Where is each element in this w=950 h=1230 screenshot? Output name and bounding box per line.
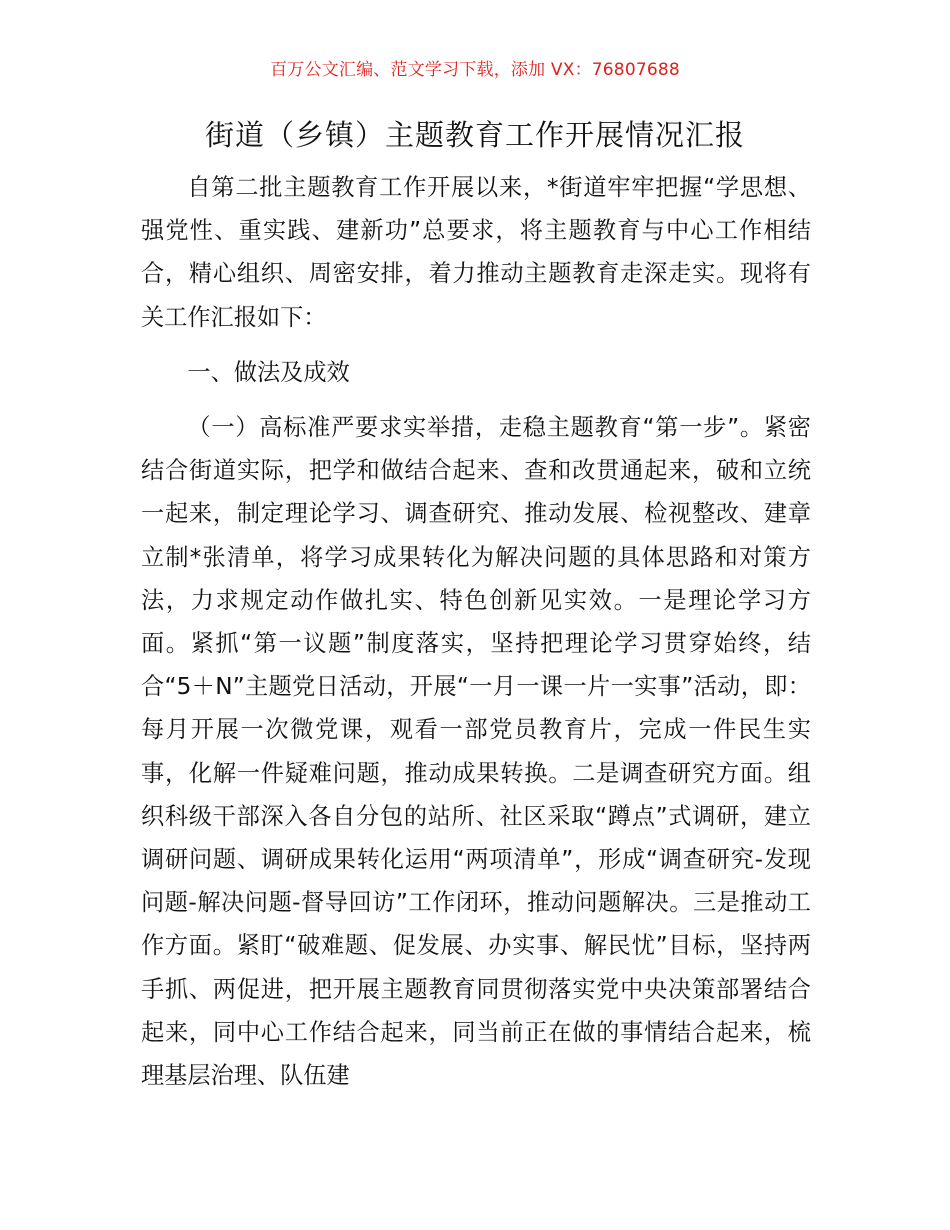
subsection-paragraph: （一）高标准严要求实举措，走稳主题教育“第一步”。紧密结合街道实际，把学和做结合起来、查和改贯通起来，破和立统一起来，制定理论学习、调查研究、推动发展、检视整改、建章立制*张清单，将学习成果转化为解决问题的具体思路和对策方法，力求规定动作做扎实、特色创新见实效。一是理论学习方面。紧抓“第一议题”制度落实，坚持把理论学习贯穿始终，结合“5＋N”主题党日活动，开展“一月一课一片一实事”活动，即：每月开展一次微党课，观看一部党员教育片，完成一件民生实事，化解一件疑难问题，推动成果转换。二是调查研究方面。组织科级干部深入各自分包的站所、社区采取“蹲点”式调研，建立调研问题、调研成果转化运用“两项清单”，形成“调查研究-发现问题-解决问题-督导回访”工作闭环，推动问题解决。三是推动工作方面。紧盯“破难题、促发展、办实事、解民忧”目标，坚持两手抓、两促进，把开展主题教育同贯彻落实党中央决策部署结合起来，同中心工作结合起来，同当前正在做的事情结合起来，梳理基层治理、队伍建 — [141, 414, 811, 1090]
document-body — [141, 166, 811, 1097]
document-title: 街道（乡镇）主题教育工作开展情况汇报 — [204, 118, 745, 152]
promo-banner: 百万公文汇编、范文学习下载，添加 VX：76807688 — [270, 60, 680, 80]
intro-paragraph: 自第二批主题教育工作开展以来，*街道牢牢把握“学思想、强党性、重实践、建新功”总要求，将主题教育与中心工作相结合，精心组织、周密安排，着力推动主题教育走深走实。现将有关工作汇报如下： — [141, 174, 811, 331]
section-heading: 一、做法及成效 — [187, 358, 350, 386]
